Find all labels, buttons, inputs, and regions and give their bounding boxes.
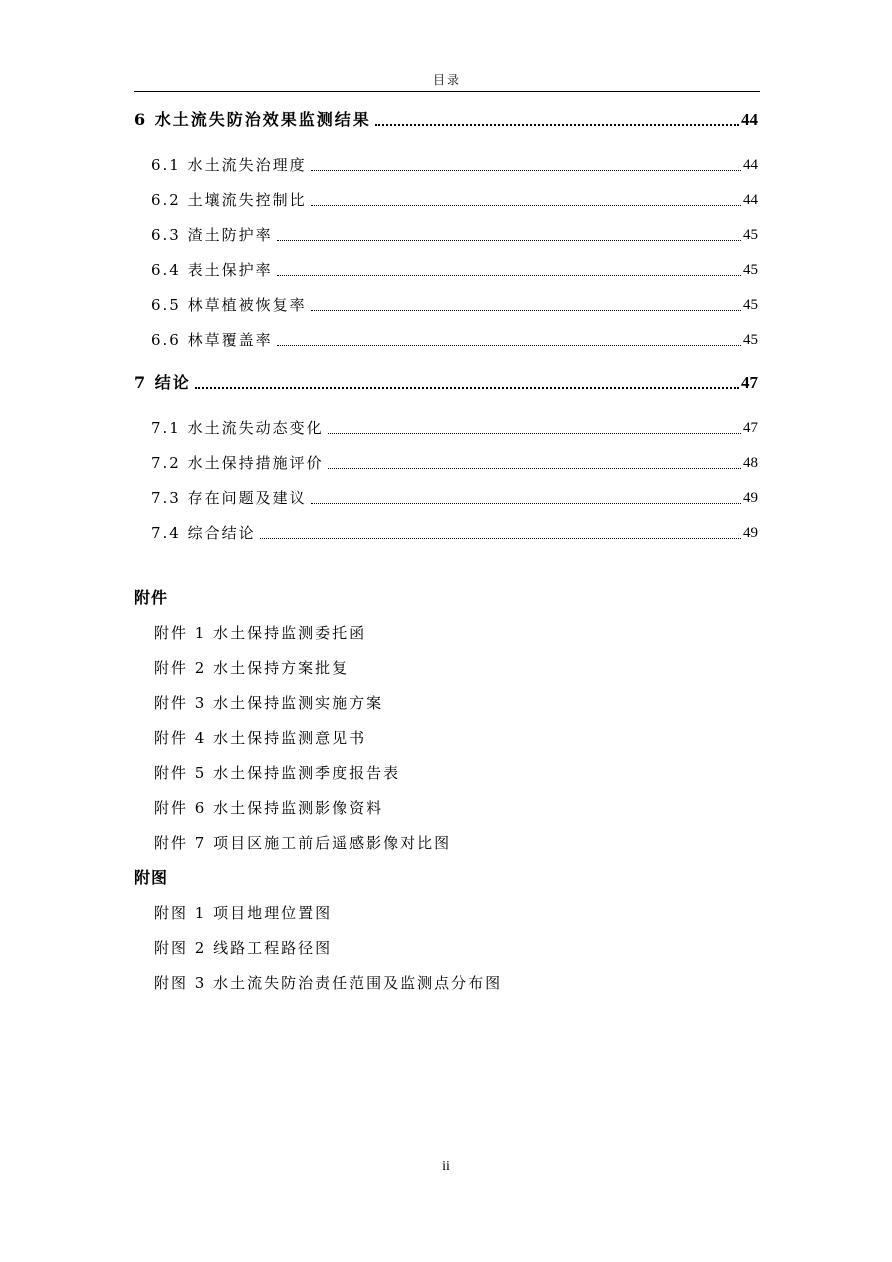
toc-entry-page: 45	[743, 297, 758, 313]
dot-leader	[328, 468, 741, 469]
toc-entry-label: 6.3 渣土防护率	[151, 226, 273, 244]
toc-entry-label: 7 结论	[134, 373, 191, 392]
dot-leader	[311, 170, 741, 171]
dot-leader	[277, 275, 741, 276]
toc-entry-label: 7.4 综合结论	[151, 524, 256, 542]
toc-entry-chapter-7[interactable]	[134, 371, 758, 395]
attachment-item[interactable]: 附件 1 水土保持监测委托函	[154, 624, 367, 642]
toc-entry-label: 7.1 水土流失动态变化	[151, 419, 324, 437]
dot-leader	[328, 433, 741, 434]
toc-entry-page: 44	[743, 192, 758, 208]
attachments-heading: 附件	[134, 588, 169, 607]
header-divider	[134, 91, 760, 92]
toc-entry-section-7-4[interactable]	[151, 521, 758, 545]
toc-entry-section-6-6[interactable]	[151, 328, 758, 352]
dot-leader	[375, 124, 739, 126]
toc-entry-page: 45	[743, 332, 758, 348]
toc-entry-label: 6.6 林草覆盖率	[151, 331, 273, 349]
toc-entry-page: 49	[743, 525, 758, 541]
page-header-title: 目录	[432, 73, 461, 87]
figure-item[interactable]: 附图 3 水土流失防治责任范围及监测点分布图	[154, 974, 503, 992]
toc-entry-page: 44	[743, 157, 758, 173]
dot-leader	[311, 503, 741, 504]
dot-leader	[277, 240, 741, 241]
attachment-item[interactable]: 附件 5 水土保持监测季度报告表	[154, 764, 401, 782]
dot-leader	[195, 387, 739, 389]
figure-item[interactable]: 附图 1 项目地理位置图	[154, 904, 333, 922]
attachment-item[interactable]: 附件 2 水土保持方案批复	[154, 659, 350, 677]
toc-entry-page: 44	[741, 110, 758, 129]
toc-entry-page: 47	[743, 420, 758, 436]
toc-entry-page: 47	[741, 373, 758, 392]
toc-entry-section-6-4[interactable]	[151, 258, 758, 282]
dot-leader	[260, 538, 741, 539]
toc-entry-label: 6.2 土壤流失控制比	[151, 191, 307, 209]
toc-entry-label: 7.3 存在问题及建议	[151, 489, 307, 507]
toc-entry-chapter-6[interactable]	[134, 108, 758, 132]
toc-entry-section-6-3[interactable]	[151, 223, 758, 247]
attachment-item[interactable]: 附件 7 项目区施工前后遥感影像对比图	[154, 834, 452, 852]
toc-entry-page: 49	[743, 490, 758, 506]
toc-entry-section-7-2[interactable]	[151, 451, 758, 475]
attachment-item[interactable]: 附件 4 水土保持监测意见书	[154, 729, 367, 747]
dot-leader	[311, 310, 741, 311]
toc-entry-page: 48	[743, 455, 758, 471]
toc-entry-section-7-3[interactable]	[151, 486, 758, 510]
toc-entry-section-7-1[interactable]	[151, 416, 758, 440]
toc-entry-label: 7.2 水土保持措施评价	[151, 454, 324, 472]
dot-leader	[311, 205, 741, 206]
toc-entry-section-6-5[interactable]	[151, 293, 758, 317]
toc-entry-label: 6 水土流失防治效果监测结果	[134, 110, 371, 129]
attachment-item[interactable]: 附件 6 水土保持监测影像资料	[154, 799, 384, 817]
toc-entry-section-6-1[interactable]	[151, 153, 758, 177]
figures-heading: 附图	[134, 868, 169, 887]
toc-entry-section-6-2[interactable]	[151, 188, 758, 212]
page-number: ii	[442, 1159, 450, 1174]
toc-entry-label: 6.1 水土流失治理度	[151, 156, 307, 174]
toc-entry-page: 45	[743, 262, 758, 278]
figure-item[interactable]: 附图 2 线路工程路径图	[154, 939, 333, 957]
toc-entry-label: 6.5 林草植被恢复率	[151, 296, 307, 314]
toc-entry-label: 6.4 表土保护率	[151, 261, 273, 279]
attachment-item[interactable]: 附件 3 水土保持监测实施方案	[154, 694, 384, 712]
dot-leader	[277, 345, 741, 346]
toc-entry-page: 45	[743, 227, 758, 243]
